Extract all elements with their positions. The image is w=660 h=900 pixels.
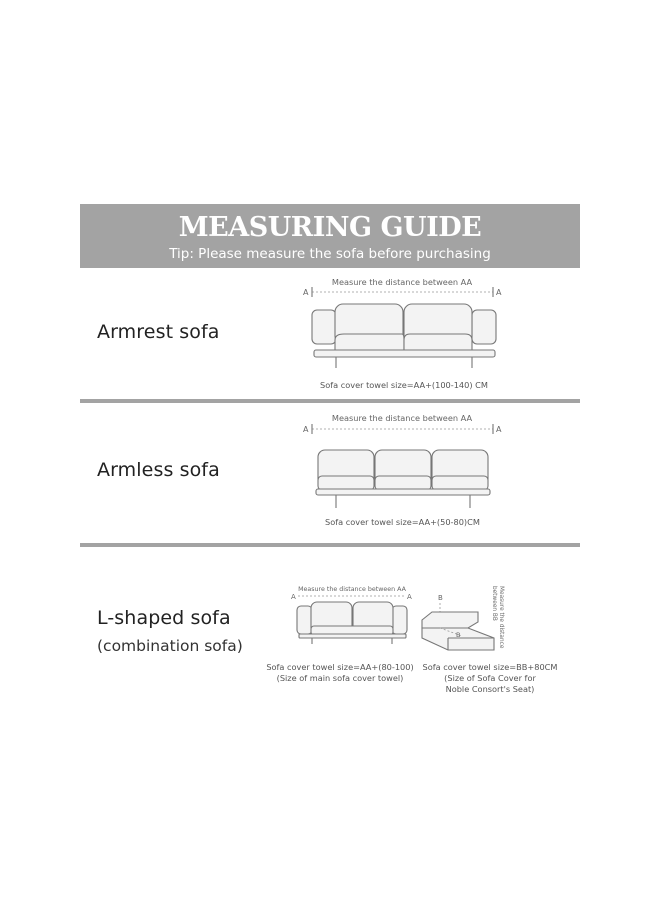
armless-marker-left: A	[303, 425, 309, 434]
l-shaped-sofa-label: L-shaped sofa	[97, 607, 231, 629]
seat-measure-label-2: between BB	[491, 586, 497, 621]
l-shaped-seat-diagram	[418, 584, 513, 654]
armrest-caption: Sofa cover towel size=AA+(100-140) CM	[320, 380, 488, 390]
guide-title: MEASURING GUIDE	[178, 212, 482, 243]
l-shaped-measure-label: Measure the distance between AA	[298, 586, 406, 593]
armrest-right-arm	[472, 310, 496, 344]
armrest-marker-left: A	[303, 288, 309, 297]
armless-marker-right: A	[496, 425, 502, 434]
guide-tip: Tip: Please measure the sofa before purchasing	[169, 246, 491, 262]
seat-marker-bottom: B	[456, 631, 461, 639]
armrest-sofa-diagram	[300, 276, 510, 376]
armrest-sofa-label: Armrest sofa	[97, 321, 220, 343]
l-shaped-main-caption-line-1: Sofa cover towel size=AA+(80-100)	[266, 662, 414, 672]
guide-banner	[80, 204, 580, 268]
l-shaped-seat-caption-line-2: (Size of Sofa Cover for	[444, 673, 536, 683]
l-shaped-seat-caption-line-3: Noble Consort's Seat)	[445, 684, 535, 694]
section-divider-2	[80, 543, 580, 547]
l-shaped-marker-right: A	[407, 593, 412, 601]
l-shaped-main-caption	[265, 662, 415, 683]
seat-marker-top: B	[438, 594, 443, 602]
armrest-left-arm	[312, 310, 336, 344]
armless-caption: Sofa cover towel size=AA+(50-80)CM	[325, 517, 480, 527]
l-shaped-seat-caption-line-1: Sofa cover towel size=BB+80CM	[422, 662, 558, 672]
l-shaped-main-diagram	[290, 584, 420, 646]
section-divider-1	[80, 399, 580, 403]
l-shaped-main-caption-line-2: (Size of main sofa cover towel)	[276, 673, 404, 683]
l-shaped-sofa-sublabel: (combination sofa)	[97, 637, 243, 655]
armless-measure-label: Measure the distance between AA	[331, 413, 473, 423]
armrest-marker-right: A	[496, 288, 502, 297]
armrest-measure-label: Measure the distance between AA	[331, 277, 473, 287]
l-shaped-seat-caption	[420, 662, 560, 694]
armless-sofa-label: Armless sofa	[97, 459, 220, 481]
l-shaped-marker-left: A	[291, 593, 296, 601]
seat-measure-label-1: Measure the distance	[498, 586, 504, 649]
armless-sofa-diagram	[300, 412, 510, 512]
